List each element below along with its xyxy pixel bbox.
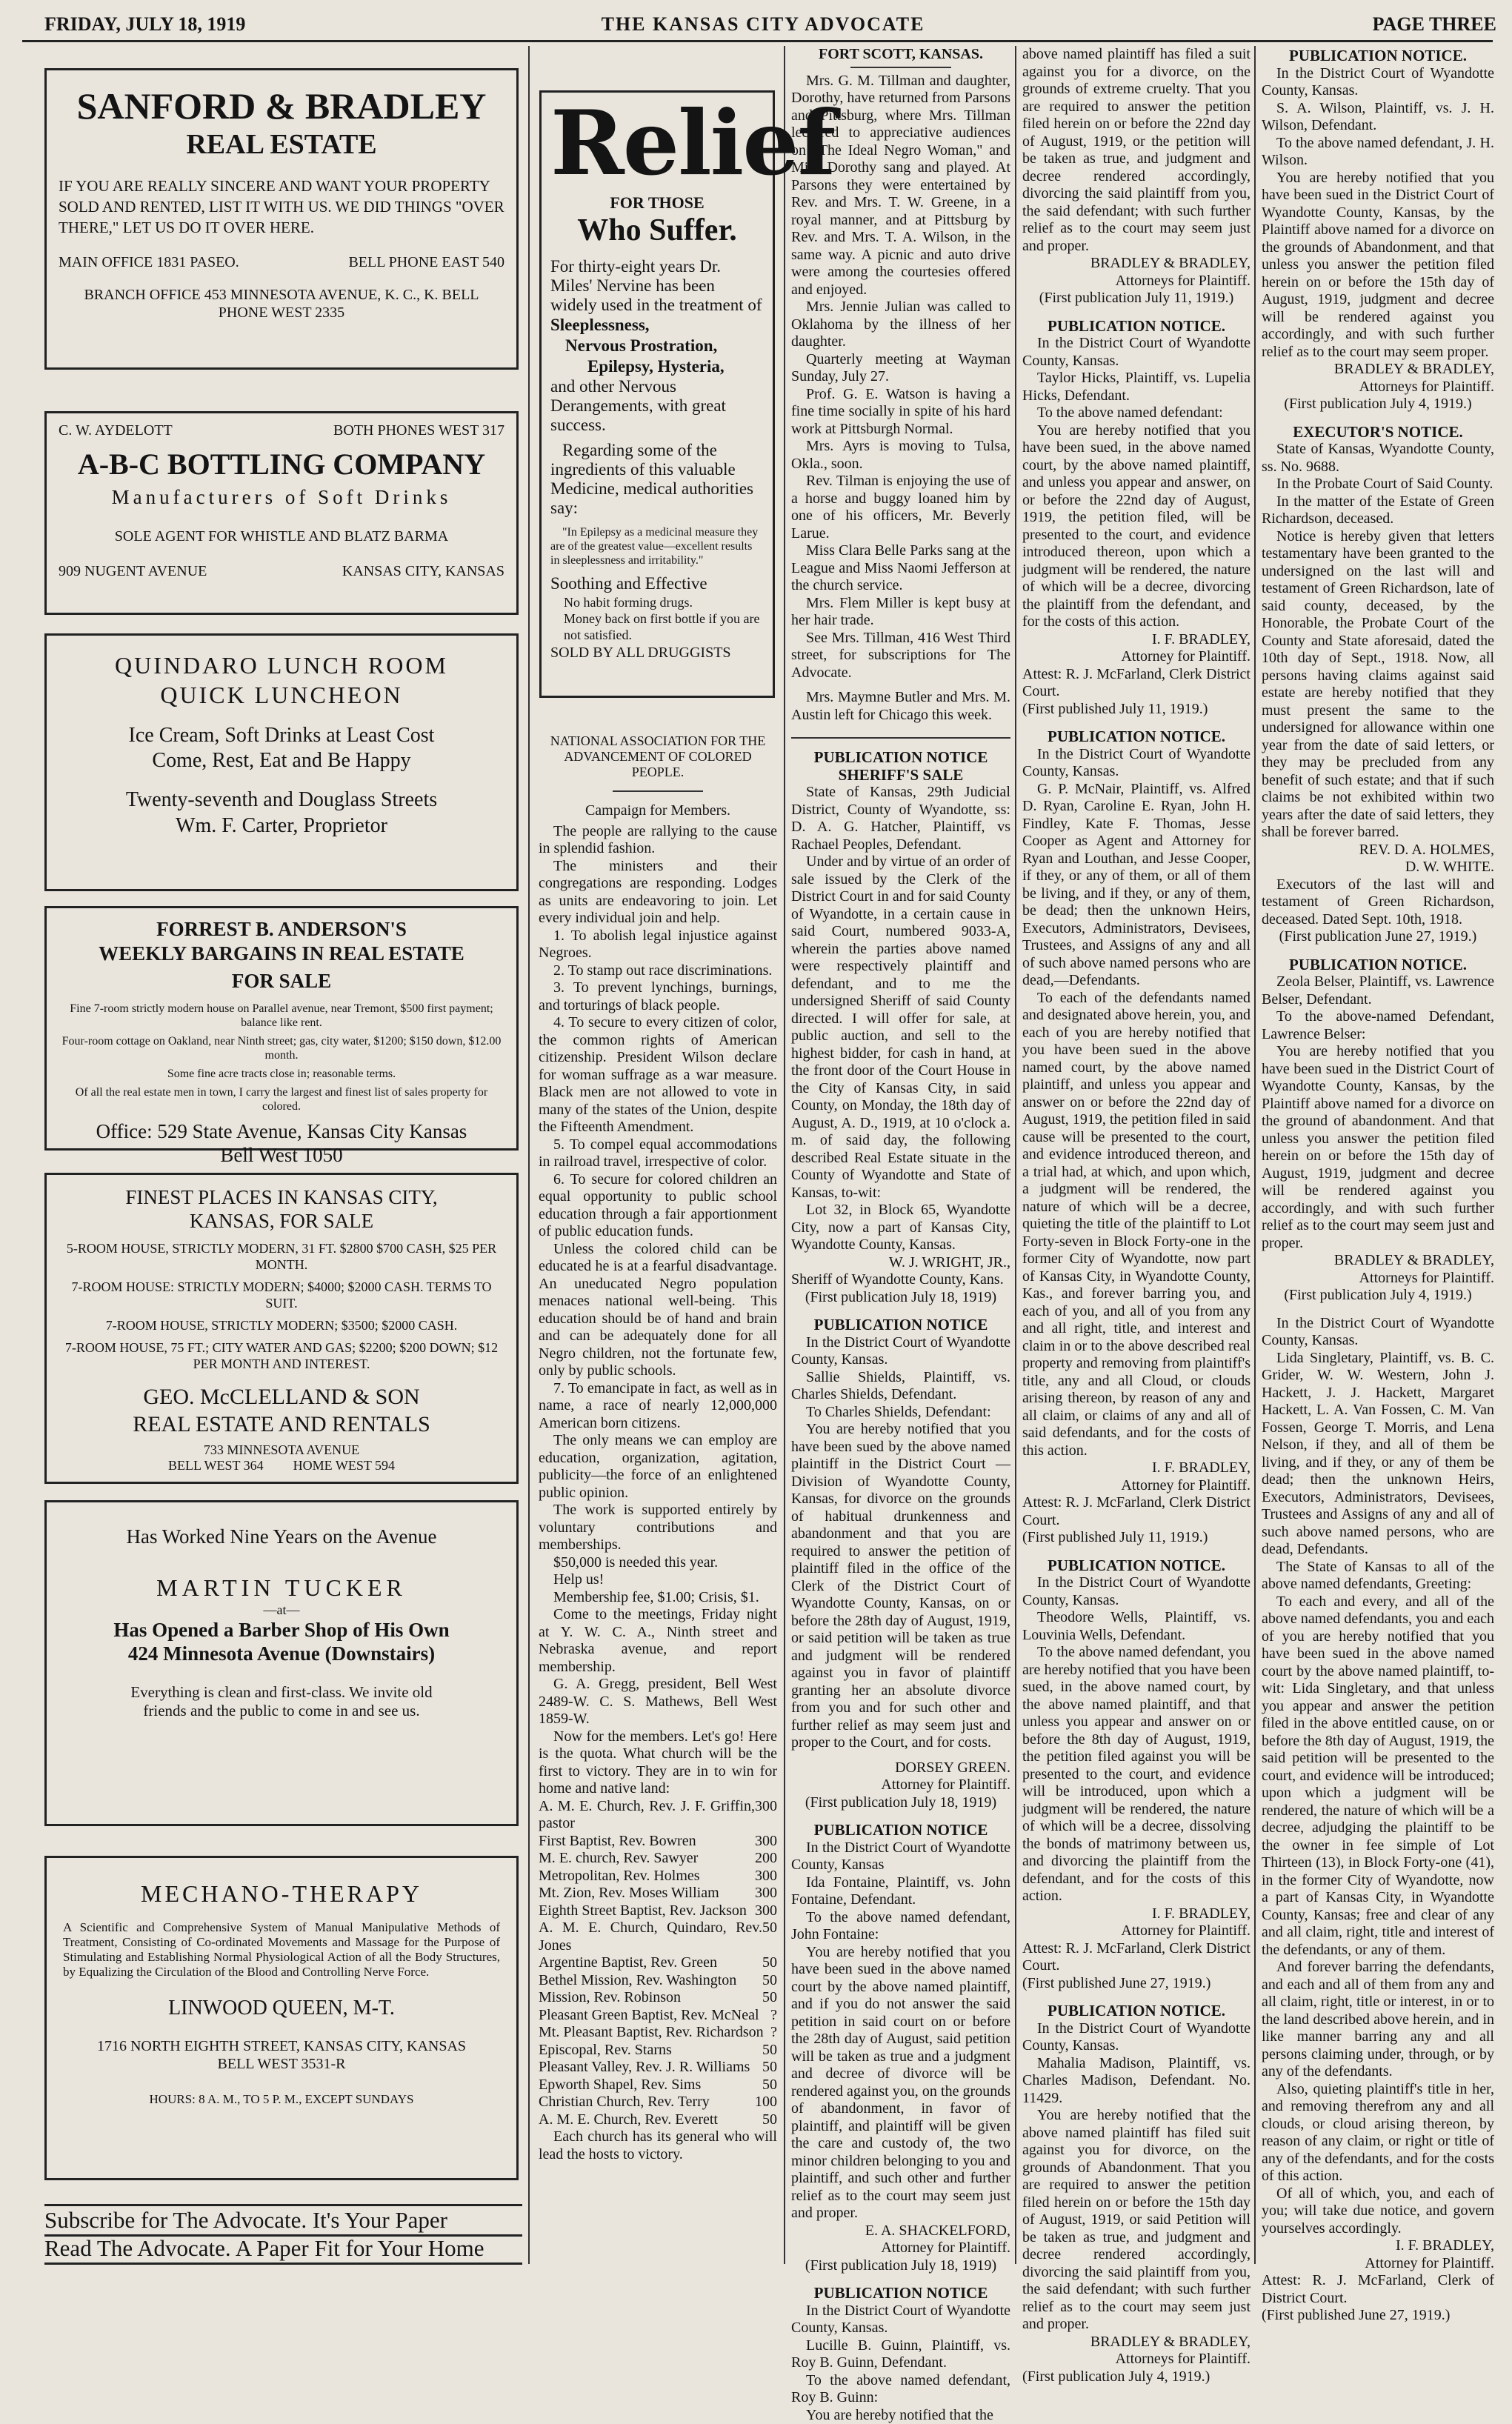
ad-finest-places [44, 1173, 519, 1484]
notice-title: PUBLICATION NOTICE [791, 1822, 1010, 1839]
relief-sold: SOLD BY ALL DRUGGISTS [550, 643, 764, 662]
quota-church: Epworth Shapel, Rev. Sims [539, 2077, 701, 2094]
quota-amount: 200 [755, 1850, 777, 1868]
notice-text: You are hereby notified that you have been sued in the above named court by the above named plaintiff, and if you do not answer the said petition in said court on or before the 28th day of August, said petition will be taken as true and a judgment and decree of divorce will be rendered against you, on the grounds of abandonment, in favor of plaintiff, and plaintiff will be given the care and custody of, the two minor children belonging to you and plaintiff, and such other and further relief as to the court may seem just and proper. [791, 1944, 1010, 2222]
notice-text: Under and by virtue of an order of sale issued by the Clerk of the District Court in and for said County of Wyandotte, in a certain cause in said Court, numbered 9033-A, wherein the parties above named were respectively plaintiff and defendant, and to me the undersigned Sheriff of said County directed. I will offer for sale, at public auction, and sell to the highest bidder, for cash in hand, at the front door of the Court House in the City of Kansas City, in said County, on Monday, the 18th day of August, A. D., 1919, at 10 o'clock a. m. of said day, the following described Real Estate situate in the County of Wyandotte and State of Kansas, to-wit: [791, 853, 1010, 1202]
notice-publication: (First published June 27, 1919.) [1262, 2307, 1494, 2325]
ad-body: IF YOU ARE REALLY SINCERE AND WANT YOUR PROPERTY SOLD AND RENTED, LIST IT WITH US. WE DID THINGS "OVER THERE," LET US DO IT OVER HERE. [59, 176, 504, 238]
notice-text: In the District Court of Wyandotte County, Kansas. [1022, 746, 1250, 781]
notice-publication: (First published July 11, 1919.) [1022, 1529, 1250, 1547]
ad-mechano-therapy [44, 1856, 519, 2180]
notice-text: above named plaintiff has filed a suit against you for a divorce, on the grounds of extreme cruelty. That you are required to answer the petition filed herein on or before the 22nd day of August, 1919, or the petition will be taken as true, and judgment and decree rendered accordingly, divorcing the said plaintiff from you, the said defendant; with such further relief as to the court may seem just and proper. [1022, 46, 1250, 255]
notice-signature-title: Sheriff of Wyandotte County, Kans. [791, 1271, 1010, 1289]
quota-amount: ? [770, 2024, 777, 2042]
quota-list [539, 1798, 777, 2129]
notice-text: Sallie Shields, Plaintiff, vs. Charles Shields, Defendant. [791, 1369, 1010, 1404]
ad-address: 909 NUGENT AVENUE [59, 563, 207, 580]
notice-text: Taylor Hicks, Plaintiff, vs. Lupelia Hicks, Defendant. [1022, 370, 1250, 404]
quota-amount: 50 [762, 2111, 777, 2129]
ad-title-2: QUICK LUNCHEON [59, 680, 504, 710]
notice-title: PUBLICATION NOTICE SHERIFF'S SALE [791, 749, 1010, 784]
quota-church: Eighth Street Baptist, Rev. Jackson [539, 1902, 747, 1920]
page-number: PAGE THREE [1373, 13, 1496, 36]
ad-subtitle: REAL ESTATE [59, 127, 504, 162]
notice-publication: (First published June 27, 1919.) [1022, 1975, 1250, 1993]
quota-row [539, 2007, 777, 2025]
quota-row [539, 2077, 777, 2094]
quota-church: First Baptist, Rev. Bowren [539, 1833, 696, 1851]
ad-title: A-B-C BOTTLING COMPANY [59, 445, 504, 484]
column-rule [1254, 46, 1256, 2264]
article-paragraph: Now for the members. Let's go! Here is the quota. What church will be the first to victory. They are in to win for home and native land: [539, 1728, 777, 1798]
quota-amount: 50 [762, 2042, 777, 2060]
quota-row [539, 2059, 777, 2077]
notice-publication: (First published July 11, 1919.) [1022, 701, 1250, 719]
ad-phones: BOTH PHONES WEST 317 [333, 422, 504, 439]
column-rule [784, 46, 785, 2264]
notice-text: Also, quieting plaintiff's title in her, and removing therefrom any and all clouds, or cloud arising thereon, by reason of any claim, or right or title of any of the defendants, and for the costs of this action. [1262, 2081, 1494, 2185]
notice-title: EXECUTOR'S NOTICE. [1262, 424, 1494, 442]
notice-title: PUBLICATION NOTICE. [1262, 47, 1494, 65]
quota-amount: 50 [762, 2077, 777, 2094]
quota-amount: ? [770, 2007, 777, 2025]
notice-text: You are hereby notified that the above named plaintiff has filed suit against you for divorce, on the grounds of Abandonment. That you are required to answer the petition filed herein on or before the 15th day of August, 1919, or said Petition will be taken as true, and judgment and decree rendered accordingly, divorcing the said plaintiff from you, the said defendant; with such further relief as to the court may seem just and proper. [1022, 2107, 1250, 2334]
quota-row [539, 2094, 777, 2111]
ad-title-3: FOR SALE [57, 966, 506, 996]
ad-city: KANSAS CITY, KANSAS [342, 563, 504, 580]
ad-title-3: GEO. McCLELLAND & SON [59, 1384, 504, 1411]
notice-text: To the above named defendant, J. H. Wilson. [1262, 135, 1494, 170]
ad-address: 733 MINNESOTA AVENUE [59, 1442, 504, 1458]
notice-signature-title: Attorneys for Plaintiff. [1262, 1270, 1494, 1288]
ad-phone: BELL WEST 364 [168, 1458, 264, 1474]
article-paragraph: The only means we can employ are education, organization, agitation, publicity—the force of an enlightened public opinion. [539, 1432, 777, 1502]
notice-signature-title: Attorneys for Plaintiff. [1262, 379, 1494, 396]
issue-date: FRIDAY, JULY 18, 1919 [44, 13, 245, 36]
ad-quindaro [44, 633, 519, 891]
notice-signature: BRADLEY & BRADLEY, [1022, 2334, 1250, 2351]
ad-sanford-bradley [44, 68, 519, 370]
article-paragraph: G. A. Gregg, president, Bell West 2489-W. C. S. Mathews, Bell West 1859-W. [539, 1676, 777, 1728]
notice-signature: I. F. BRADLEY, [1022, 631, 1250, 649]
column-4 [1022, 46, 1250, 2268]
notice-text: G. P. McNair, Plaintiff, vs. Alfred D. Ryan, Caroline E. Ryan, John H. Findley, Kate F. Thomas, Jesse Cooper as Agent and Attorney for Ryan and Louthan, and Jesse Cooper, if they, or any of them, or all of them be living, and if they, or any of them, be dead; then the unknown Heirs, Executors, Administrators, Devisees, Trustees, and Assigns of any and all of such above named persons who are dead,—Defendants. [1022, 781, 1250, 990]
notice-text: Of all of which, you, and each of you; will take due notice, and govern yourselves accordingly. [1262, 2185, 1494, 2238]
quota-amount: 300 [755, 1833, 777, 1851]
ad-line: 7-ROOM HOUSE: STRICTLY MODERN; $4000; $2000 CASH. TERMS TO SUIT. [59, 1279, 504, 1311]
notice-signature-title: Attorney for Plaintiff. [1022, 1477, 1250, 1495]
ad-forrest-anderson [44, 906, 519, 1151]
notice-text: You are hereby notified that you have been sued by the above named plaintiff in the District Court — Division of Wyandotte County, Kansas, for divorce on the grounds of habitual drunkenness and abandonment and that you are required to answer the petition of plaintiff filed in the office of the Clerk of the District Court of Wyandotte County, Kansas, on or before the 28th day of August, 1919, or said petition will be taken as true and judgment will be rendered against you in favor of plaintiff granting her an absolute divorce from you and for such other and further relief as may seem just and proper to the Court, and for costs. [791, 1421, 1010, 1752]
ad-body: A Scientific and Comprehensive System of Manual Manipulative Methods of Treatment, Consisting of Co-ordinated Movements and Massage for the Purpose of Stimulating and Establishing Normal Physiological Action of all the Body Structures, by Equalizing the Circulation of the Blood and Controlling Nerve Force. [63, 1920, 500, 1980]
quota-row [539, 1833, 777, 1851]
notice-title: PUBLICATION NOTICE [791, 2285, 1010, 2303]
notice-publication: (First publication July 18, 1919) [791, 2257, 1010, 2275]
quota-amount: 50 [762, 1919, 777, 1954]
notice-signature-title: Attorney for Plaintiff. [1022, 1922, 1250, 1940]
notice-text: Ida Fontaine, Plaintiff, vs. John Fontaine, Defendant. [791, 1874, 1010, 1909]
ad-line: Ice Cream, Soft Drinks at Least Cost [59, 723, 504, 748]
notice-signature-title: Attorney for Plaintiff. [791, 1777, 1010, 1794]
article-title: NATIONAL ASSOCIATION FOR THE ADVANCEMENT OF COLORED PEOPLE. [539, 733, 777, 780]
quota-row [539, 1885, 777, 1902]
ad-title: FORREST B. ANDERSON'S [57, 917, 506, 942]
ad-line: Four-room cottage on Oakland, near Ninth street; gas, city water, $1200; $150 down, $12.00 month. [57, 1034, 506, 1062]
notice-signature-title: Attorney for Plaintiff. [1262, 2255, 1494, 2273]
article-list-item: 5. To compel equal accommodations in railroad travel, irrespective of color. [539, 1136, 777, 1171]
ad-line: 7-ROOM HOUSE, 75 FT.; CITY WATER AND GAS; $2200; $200 DOWN; $12 PER MONTH AND INTEREST. [59, 1339, 504, 1372]
quota-amount: 300 [755, 1798, 777, 1833]
ad-office: Office: 529 State Avenue, Kansas City Kansas [57, 1119, 506, 1143]
ad-title: MECHANO-THERAPY [63, 1879, 500, 1908]
ad-address: 424 Minnesota Avenue (Downstairs) [59, 1642, 504, 1665]
quota-church: A. M. E. Church, Rev. J. F. Griffin, pastor [539, 1798, 755, 1833]
notice-text: The State of Kansas to all of the above named defendants, Greeting: [1262, 1559, 1494, 1594]
news-item: Mrs. Jennie Julian was called to Oklahoma by the illness of her daughter. [791, 299, 1010, 351]
notice-text: To the above-named Defendant, Lawrence Belser: [1262, 1008, 1494, 1043]
news-item: Mrs. Maymne Butler and Mrs. M. Austin left for Chicago this week. [791, 689, 1010, 724]
divider [791, 737, 1010, 739]
notice-title: PUBLICATION NOTICE. [1022, 1557, 1250, 1575]
ad-at: —at— [59, 1602, 504, 1618]
ad-phone-2: HOME WEST 594 [293, 1458, 395, 1474]
column-rule [528, 46, 530, 2264]
ad-title-4: REAL ESTATE AND RENTALS [59, 1411, 504, 1439]
ad-line: Come, Rest, Eat and Be Happy [59, 748, 504, 773]
ad-name: MARTIN TUCKER [59, 1574, 504, 1602]
article-list-item: 6. To secure for colored children an equal opportunity to public school education through a fair apportionment of public education funds. [539, 1171, 777, 1241]
notice-text: Lida Singletary, Plaintiff, vs. B. C. Grider, W. W. Western, John J. Hackett, J. J. Hackett, Margaret Hackett, L. A. Van Fossen, C. M. Van Fossen, George T. Morris, and Lena Nelson, if they, and all of them be living, and if they, or any of them be dead; then the unknown Heirs, Executors, Administrators, Devisees, Trustees and Assigns of any and all of such above named persons, who are dead, Defendants. [1262, 1350, 1494, 1559]
notice-text: Lucille B. Guinn, Plaintiff, vs. Roy B. Guinn, Defendant. [791, 2337, 1010, 2372]
quota-amount: 300 [755, 1868, 777, 1885]
notice-signature: DORSEY GREEN. [791, 1759, 1010, 1777]
quota-church: Metropolitan, Rev. Holmes [539, 1868, 700, 1885]
notice-publication: (First publication July 4, 1919.) [1262, 396, 1494, 413]
ad-martin-tucker [44, 1500, 519, 1826]
article-list-item: 4. To secure to every citizen of color, the common rights of American citizenship. President Wilson declare for woman suffrage as a war measure. Black men are not allowed to vote in many of the states of the Union, despite the Fifteenth Amendment. [539, 1014, 777, 1136]
article-list-item: 3. To prevent lynchings, burnings, and torturings of black people. [539, 979, 777, 1014]
ad-line: 5-ROOM HOUSE, STRICTLY MODERN, 31 FT. $2800 $700 CASH, $25 PER MONTH. [59, 1240, 504, 1273]
quota-church: A. M. E. Church, Rev. Everett [539, 2111, 718, 2129]
notice-text: To each and every, and all of the above named defendants, you and each of you are hereby notified that you have been sued in the above named court by the above named plaintiff, to-wit: Lida Singletary, and that unless you appear and answer the petition filed in the above entitled cause, on or before the 8th day of August, 1919, the said petition will be presented to the court, and evidence will be introduced; upon which a judgment will be rendered, the nature of which will be a decree, adjudging the plaintiff to be the owner in fee simple of Lot Thirteen (13), in Block Forty-one (41), in the former City of Wyandotte, now a part of Kansas City, in Wyandotte County, Kansas; free and clear of any and all claim, right, title and interest of the defendants, or any of them. [1262, 1594, 1494, 1959]
notice-text: In the District Court of Wyandotte County, Kansas. [791, 1334, 1010, 1369]
article-paragraph: The people are rallying to the cause in splendid fashion. [539, 823, 777, 858]
news-item: Prof. G. E. Watson is having a fine time socially in spite of his hard work at Pittsburgh Normal. [791, 386, 1010, 439]
quota-row [539, 1902, 777, 1920]
ad-main-phone: BELL PHONE EAST 540 [348, 254, 504, 271]
column-3 [791, 46, 1010, 2268]
notice-text: To Charles Shields, Defendant: [791, 1404, 1010, 1422]
notice-text: Zeola Belser, Plaintiff, vs. Lawrence Belser, Defendant. [1262, 973, 1494, 1008]
notice-signature: I. F. BRADLEY, [1262, 2237, 1494, 2255]
notice-text: In the District Court of Wyandotte County, Kansas. [1022, 335, 1250, 370]
notice-attest: Attest: R. J. McFarland, Clerk District Court. [1022, 1940, 1250, 1975]
news-item: Mrs. G. M. Tillman and daughter, Dorothy, have returned from Parsons and Pittsburg, where Mrs. Tillman lectured to appreciative audiences on "The Ideal Negro Woman," and Miss Dorothy sang and played. At Parsons they were entertained by Rev. and Mrs. T. W. Greene, in a royal manner, and at Pittsburg by Rev. and Mrs. T. A. Wilson, in the same way. A picnic and auto drive were among the courtesies offered and enjoyed. [791, 73, 1010, 299]
quota-row [539, 1972, 777, 1990]
notice-text: To the above named defendant, you are hereby notified that you have been sued, in the above named court, by the above named plaintiff, and that unless you appear and answer on or before the 8th day of August, 1919, the petition filed against you will be presented to the court, and evidence will be introduced, upon which a judgment will be rendered, the nature of which will be a decree, dissolving the bonds of matrimony between us, and divorcing the plaintiff from the defendant, and for the costs of this action. [1022, 1644, 1250, 1905]
ad-agent: SOLE AGENT FOR WHISTLE AND BLATZ BARMA [59, 528, 504, 545]
relief-list-item: Sleeplessness, [550, 315, 764, 336]
naacp-article [539, 733, 777, 2268]
notice-signature: REV. D. A. HOLMES, [1262, 842, 1494, 859]
notice-signature-title: Attorneys for Plaintiff. [1022, 273, 1250, 290]
subscribe-banner: Subscribe for The Advocate. It's Your Paper [44, 2204, 522, 2237]
notice-text: State of Kansas, Wyandotte County, ss. No. 9688. [1262, 441, 1494, 476]
news-item: Mrs. Ayrs is moving to Tulsa, Okla., soon. [791, 438, 1010, 473]
relief-text: Money back on first bottle if you are not satisfied. [550, 610, 764, 643]
notice-signature-title: Attorney for Plaintiff. [791, 2240, 1010, 2257]
notice-text: In the Probate Court of Said County. [1262, 476, 1494, 493]
notice-signature: BRADLEY & BRADLEY, [1022, 255, 1250, 273]
notice-publication: (First publication July 18, 1919) [791, 1289, 1010, 1307]
notice-publication: (First publication July 11, 1919.) [1022, 290, 1250, 307]
article-paragraph: Each church has its general who will lead the hosts to victory. [539, 2128, 777, 2163]
ad-proprietor: Wm. F. Carter, Proprietor [59, 813, 504, 839]
news-item: Rev. Tilman is enjoying the use of a horse and buggy loaned him by one of his officers, Mr. Beverly Larue. [791, 473, 1010, 542]
relief-quote: "In Epilepsy as a medicinal measure they are of the greatest value—excellent results in sleeplessness and irritability." [550, 525, 764, 567]
ad-name: LINWOOD QUEEN, M-T. [63, 1996, 500, 2021]
article-list-item: 1. To abolish legal injustice against Negroes. [539, 928, 777, 962]
notice-text: Notice is hereby given that letters testamentary have been granted to the undersigned on the last will and testament of Green Richardson, late of said county, deceased, by the Honorable, the Probate Court of the County and State aforesaid, dated the 10th day of Sept., 1918. Now, all persons having claims against said estate are hereby notified that they must present the same to the undersigned for allowance within one year from the date of said letters, or they may be precluded from any benefit of such estate; and that if such claims be not exhibited within two years after the date of said letters, they shall be forever barred. [1262, 528, 1494, 842]
article-paragraph: Come to the meetings, Friday night at Y. W. C. A., Ninth street and Nebraska avenue, and report membership. [539, 1606, 777, 1676]
ad-line: Of all the real estate men in town, I carry the largest and finest list of sales property for colored. [57, 1085, 506, 1113]
quota-church: Bethel Mission, Rev. Washington [539, 1972, 736, 1990]
notice-attest: Attest: R. J. McFarland, Clerk District Court. [1022, 666, 1250, 701]
quota-row [539, 1868, 777, 1885]
column-5 [1262, 46, 1494, 2268]
divider [613, 790, 703, 792]
notice-signature: BRADLEY & BRADLEY, [1262, 1252, 1494, 1270]
column-rule [1015, 46, 1016, 2264]
header-rule [22, 40, 1493, 42]
article-paragraph: Help us! [539, 1571, 777, 1589]
notice-attest: Attest: R. J. McFarland, Clerk of District Court. [1262, 2272, 1494, 2307]
divider [850, 67, 951, 68]
news-item: See Mrs. Tillman, 416 West Third street, for subscriptions for The Advocate. [791, 630, 1010, 682]
article-list-item: 2. To stamp out race discriminations. [539, 962, 777, 980]
quota-row [539, 1798, 777, 1833]
news-item: Miss Clara Belle Parks sang at the League and Miss Naomi Jefferson at the church service. [791, 542, 1010, 595]
ad-line-4: Everything is clean and first-class. We invite old friends and the public to come in and see us. [59, 1683, 504, 1720]
relief-text: No habit forming drugs. [550, 594, 764, 610]
quota-amount: 50 [762, 1989, 777, 2007]
ad-main-office: MAIN OFFICE 1831 PASEO. [59, 254, 239, 271]
quota-amount: 300 [755, 1902, 777, 1920]
notice-text: S. A. Wilson, Plaintiff, vs. J. H. Wilson, Defendant. [1262, 100, 1494, 135]
ad-address: 1716 NORTH EIGHTH STREET, KANSAS CITY, KANSAS [63, 2037, 500, 2055]
relief-list-item: Epilepsy, Hysteria, [550, 356, 764, 377]
quota-church: A. M. E. Church, Quindaro, Rev. Jones [539, 1919, 762, 1954]
notice-title: PUBLICATION NOTICE. [1262, 956, 1494, 974]
quota-church: Pleasant Valley, Rev. J. R. Williams [539, 2059, 750, 2077]
ad-abc-bottling [44, 411, 519, 615]
notice-signature: I. F. BRADLEY, [1022, 1459, 1250, 1477]
notice-signature-title: Attorneys for Plaintiff. [1022, 2351, 1250, 2368]
quota-church: Episcopal, Rev. Starns [539, 2042, 672, 2060]
notice-text: You are hereby notified that you have been sued in the District Court of Wyandotte County, Kansas, by the Plaintiff above named for a divorce on the grounds of Abandonment, and that unless you answer the petition filed herein on or before the 15th day of August, 1919, judgment and decree will be rendered against you accordingly, and with such further relief as to the court may seem proper. [1262, 170, 1494, 362]
ad-phone: BELL WEST 3531-R [63, 2055, 500, 2073]
notice-text: To the above named defendant: [1022, 404, 1250, 422]
notice-text: In the District Court of Wyandotte County, Kansas. [791, 2303, 1010, 2337]
notice-title: PUBLICATION NOTICE. [1022, 318, 1250, 336]
article-paragraph: Membership fee, $1.00; Crisis, $1. [539, 1589, 777, 1607]
notice-title: PUBLICATION NOTICE [791, 1316, 1010, 1334]
notice-text: In the District Court of Wyandotte County, Kansas. [1262, 1315, 1494, 1350]
notice-text: Theodore Wells, Plaintiff, vs. Louvinia Wells, Defendant. [1022, 1609, 1250, 1644]
ad-title: QUINDARO LUNCH ROOM [59, 650, 504, 680]
notice-signature-2: D. W. WHITE. [1262, 859, 1494, 876]
notice-title: PUBLICATION NOTICE. [1022, 728, 1250, 746]
quota-church: Christian Church, Rev. Terry [539, 2094, 710, 2111]
notice-attest: Attest: R. J. McFarland, Clerk District Court. [1022, 1494, 1250, 1529]
notice-publication: (First publication July 4, 1919.) [1262, 1287, 1494, 1305]
ad-title: SANFORD & BRADLEY [59, 85, 504, 127]
quota-church: Argentine Baptist, Rev. Green [539, 1954, 717, 1972]
ad-subtitle: Manufacturers of Soft Drinks [59, 484, 504, 510]
relief-text: For thirty-eight years Dr. Miles' Nervine has been widely used in the treatment of [550, 257, 764, 315]
ad-owner: C. W. AYDELOTT [59, 422, 173, 439]
notice-text: Mahalia Madison, Plaintiff, vs. Charles Madison, Defendant. No. 11429. [1022, 2055, 1250, 2108]
ad-title-2: KANSAS, FOR SALE [59, 1209, 504, 1233]
notice-text: Executors of the last will and testament of Green Richardson, deceased. Dated Sept. 10th, 1918. [1262, 876, 1494, 929]
quota-row [539, 1919, 777, 1954]
read-banner: Read The Advocate. A Paper Fit for Your Home [44, 2234, 522, 2265]
notice-text: To the above named defendant, Roy B. Guinn: [791, 2372, 1010, 2407]
notice-publication: (First publication July 4, 1919.) [1022, 2368, 1250, 2386]
notice-signature: W. J. WRIGHT, JR., [791, 1254, 1010, 1272]
quota-row [539, 1954, 777, 1972]
quota-row [539, 2111, 777, 2129]
quota-church: M. E. church, Rev. Sawyer [539, 1850, 698, 1868]
notice-publication: (First publication June 27, 1919.) [1262, 928, 1494, 946]
article-paragraph: $50,000 is needed this year. [539, 1554, 777, 1572]
quota-row [539, 2024, 777, 2042]
article-paragraph: Unless the colored child can be educated he is at a fearful disadvantage. An uneducated Negro population menaces national well-being. This education should be of hand and brain and can be adequately done for all Negro children, not the fortunate few, only by public schools. [539, 1241, 777, 1380]
ad-phone: Bell West 1050 [57, 1143, 506, 1167]
notice-signature-title: Attorney for Plaintiff. [1022, 648, 1250, 666]
relief-who-suffer: Who Suffer. [550, 213, 764, 248]
relief-for-those: FOR THOSE [550, 193, 764, 213]
relief-list-item: Nervous Prostration, [550, 336, 764, 356]
quota-church: Mission, Rev. Robinson [539, 1989, 681, 2007]
notice-text: In the District Court of Wyandotte County, Kansas. [1022, 1574, 1250, 1609]
ad-relief-nervine [539, 90, 775, 698]
quota-amount: 300 [755, 1885, 777, 1902]
quota-church: Pleasant Green Baptist, Rev. McNeal [539, 2007, 759, 2025]
notice-text: You are hereby notified that you have been sued in the District Court of Wyandotte County, Kansas, by the Plaintiff above named for a divorce on the ground of abandonment. And that unless you answer the petition filed herein on or before the 15th day of August, 1919, judgment and decree will be rendered against you accordingly, and with such further relief as to the court may seem just and proper. [1262, 1043, 1494, 1252]
quota-amount: 50 [762, 1972, 777, 1990]
ad-line-2: Has Opened a Barber Shop of His Own [59, 1618, 504, 1642]
notice-text: To the above named defendant, John Fontaine: [791, 1909, 1010, 1944]
quota-church: Mt. Pleasant Baptist, Rev. Richardson [539, 2024, 764, 2042]
ad-hours: HOURS: 8 A. M., TO 5 P. M., EXCEPT SUNDAYS [63, 2092, 500, 2107]
article-subhead: Campaign for Members. [539, 802, 777, 820]
quota-row [539, 2042, 777, 2060]
article-paragraph: The ministers and their congregations are responding. Lodges as units are endeavoring to join. Let every individual join and help. [539, 858, 777, 928]
relief-text: and other Nervous Derangements, with great success. [550, 377, 764, 435]
ad-line: Fine 7-room strictly modern house on Parallel avenue, near Tremont, $500 first payment; balance like rent. [57, 1002, 506, 1030]
ad-line: Twenty-seventh and Douglass Streets [59, 787, 504, 813]
notice-text: You are hereby notified that the [791, 2407, 1010, 2424]
article-list-item: 7. To emancipate in fact, as well as in name, a race of nearly 12,000,000 American born citizens. [539, 1380, 777, 1433]
notice-signature: I. F. BRADLEY, [1022, 1905, 1250, 1923]
page-header [30, 3, 1496, 39]
quota-amount: 50 [762, 2059, 777, 2077]
notice-text: Lot 32, in Block 65, Wyandotte City, now a part of Kansas City, Wyandotte County, Kansas. [791, 1202, 1010, 1254]
ad-line: Has Worked Nine Years on the Avenue [59, 1525, 504, 1548]
quota-amount: 50 [762, 1954, 777, 1972]
ad-title: FINEST PLACES IN KANSAS CITY, [59, 1185, 504, 1209]
quota-church: Mt. Zion, Rev. Moses William [539, 1885, 719, 1902]
ad-line: Some fine acre tracts close in; reasonable terms. [57, 1067, 506, 1081]
notice-text: In the District Court of Wyandotte County, Kansas. [1262, 65, 1494, 100]
news-item: Mrs. Flem Miller is kept busy at her hair trade. [791, 595, 1010, 630]
masthead: THE KANSAS CITY ADVOCATE [30, 13, 1496, 36]
article-paragraph: The work is supported entirely by voluntary contributions and memberships. [539, 1502, 777, 1554]
notice-signature: E. A. SHACKELFORD, [791, 2222, 1010, 2240]
news-item: Quarterly meeting at Wayman Sunday, July 27. [791, 351, 1010, 386]
ad-branch: BRANCH OFFICE 453 MINNESOTA AVENUE, K. C., K. BELL PHONE WEST 2335 [59, 286, 504, 322]
notice-signature: BRADLEY & BRADLEY, [1262, 361, 1494, 379]
notice-text: In the District Court of Wyandotte County, Kansas [791, 1839, 1010, 1874]
ad-title-2: WEEKLY BARGAINS IN REAL ESTATE [57, 942, 506, 966]
relief-title: Relief [550, 100, 764, 187]
notice-text: State of Kansas, 29th Judicial District, County of Wyandotte, ss: D. A. G. Hatcher, Plaintiff, vs Rachael Peoples, Defendant. [791, 784, 1010, 853]
notice-text: To each of the defendants named and designated above herein, you, and each of you are hereby notified that you have been sued in the above named court, by the above named plaintiff, and unless you appear and answer on or before the 22nd day of August, 1919, the petition filed in said cause will be presented to the court, and evidence introduced thereon, and a trial had, at which, and upon which, a judgment will be rendered, the nature of which will be a decree, quieting the title of the plaintiff to Lot Forty-seven in Block Forty-one in the former City of Wyandotte, now part of Kansas City, in Wyandotte County, Kas., and forever barring you, and each of you, and all of you from any and all right, title, and interest and claim in or to the above described real property and removing from plaintiff's title, any and all Cloud, or clouds arising thereon, by reason of any and all claim, or claims of any and all of said defendants, and for the costs of this action. [1022, 990, 1250, 1460]
notice-text: In the District Court of Wyandotte County, Kansas. [1022, 2020, 1250, 2055]
notice-text: In the matter of the Estate of Green Richardson, deceased. [1262, 493, 1494, 528]
relief-soothing: Soothing and Effective [550, 573, 764, 594]
notice-text: And forever barring the defendants, and each and all of them from any and all claim, right, title or interest, in or to the land described above herein, and in like manner barring any and all persons claiming under, through, or by any of the defendants. [1262, 1959, 1494, 2081]
quota-amount: 100 [755, 2094, 777, 2111]
notice-text: You are hereby notified that you have been sued, in the above named court, by the above named plaintiff, and unless you appear and answer, on or before the 22nd day of August, 1919, the petition filed, will be presented to the court, and evidence introduced thereon, upon which a judgment will be rendered, the nature of which will be a decree, divorcing the plaintiff from the defendant, and for the costs of this action. [1022, 422, 1250, 631]
quota-row [539, 1850, 777, 1868]
relief-text: Regarding some of the ingredients of this valuable Medicine, medical authorities say: [550, 441, 764, 518]
section-title: FORT SCOTT, KANSAS. [791, 46, 1010, 64]
notice-title: PUBLICATION NOTICE. [1022, 2002, 1250, 2020]
notice-publication: (First publication July 18, 1919) [791, 1794, 1010, 1812]
ad-line: 7-ROOM HOUSE, STRICTLY MODERN; $3500; $2000 CASH. [59, 1317, 504, 1333]
quota-row [539, 1989, 777, 2007]
